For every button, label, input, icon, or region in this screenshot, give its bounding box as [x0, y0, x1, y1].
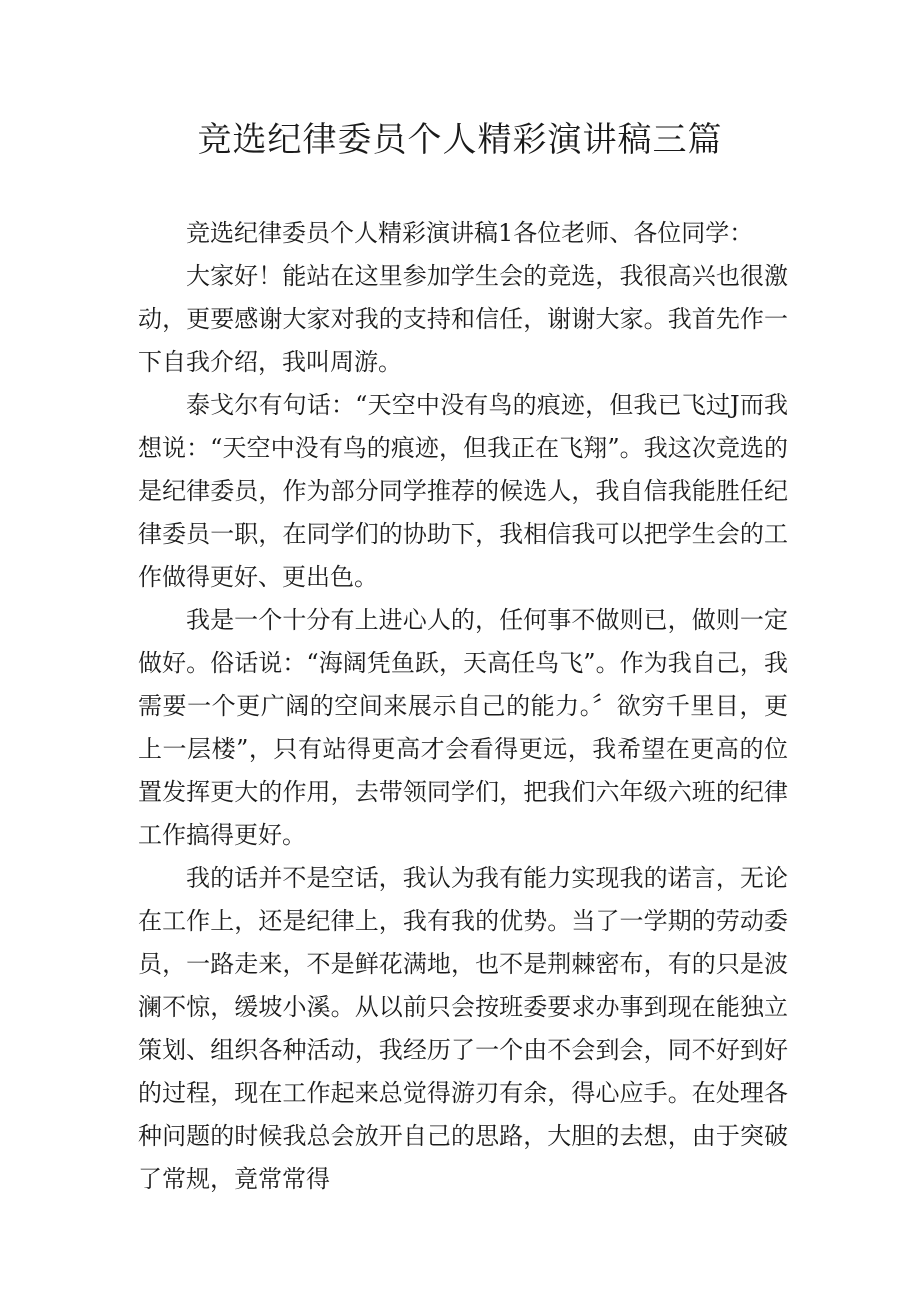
document-title: 竞选纪律委员个人精彩演讲稿三篇: [197, 120, 723, 160]
paragraph-experience: 我的话并不是空话，我认为我有能力实现我的诺言，无论在工作上，还是纪律上，我有我的优势。当了一学期的劳动委员，一路走来，不是鲜花满地，也不是荆棘密布，有的只是波澜不惊，缓坡小溪。从以前只会按班委要求办事到现在能独立策划、组织各种活动，我经历了一个由不会到会，同不好到好的过程，现在工作起来总觉得游刃有余，得心应手。在处理各种问题的时候我总会放开自己的思路，大胆的去想，由于突破了常规，竟常常得: [138, 864, 788, 1193]
paragraph-greeting: 大家好！能站在这里参加学生会的竞选，我很高兴也很激动，更要感谢大家对我的支持和信任，谢谢大家。我首先作一下自我介绍，我叫周游。: [138, 262, 788, 376]
paragraph-ambition: 我是一个十分有上进心人的，任何事不做则已，做则一定做好。俗话说：“海阔凭鱼跃，天高任鸟飞”。作为我自己，我需要一个更广阔的空间来展示自己的能力。〞欲穷千里目，更上一层楼”，只有站得更高才会看得更远，我希望在更高的位置发挥更大的作用，去带领同学们，把我们六年级六班的纪律工作搞得更好。: [138, 606, 788, 849]
paragraph-tagore-quote: 泰戈尔有句话：“天空中没有鸟的痕迹，但我已飞过J而我想说：“天空中没有鸟的痕迹，但我正在飞翔”。我这次竞选的是纪律委员，作为部分同学推荐的候选人，我自信我能胜任纪律委员一职，在同学们的协助下，我相信我可以把学生会的工作做得更好、更出色。: [138, 391, 788, 591]
document-body: [138, 212, 788, 1201]
paragraph-intro: 竞选纪律委员个人精彩演讲稿1各位老师、各位同学：: [186, 219, 754, 247]
